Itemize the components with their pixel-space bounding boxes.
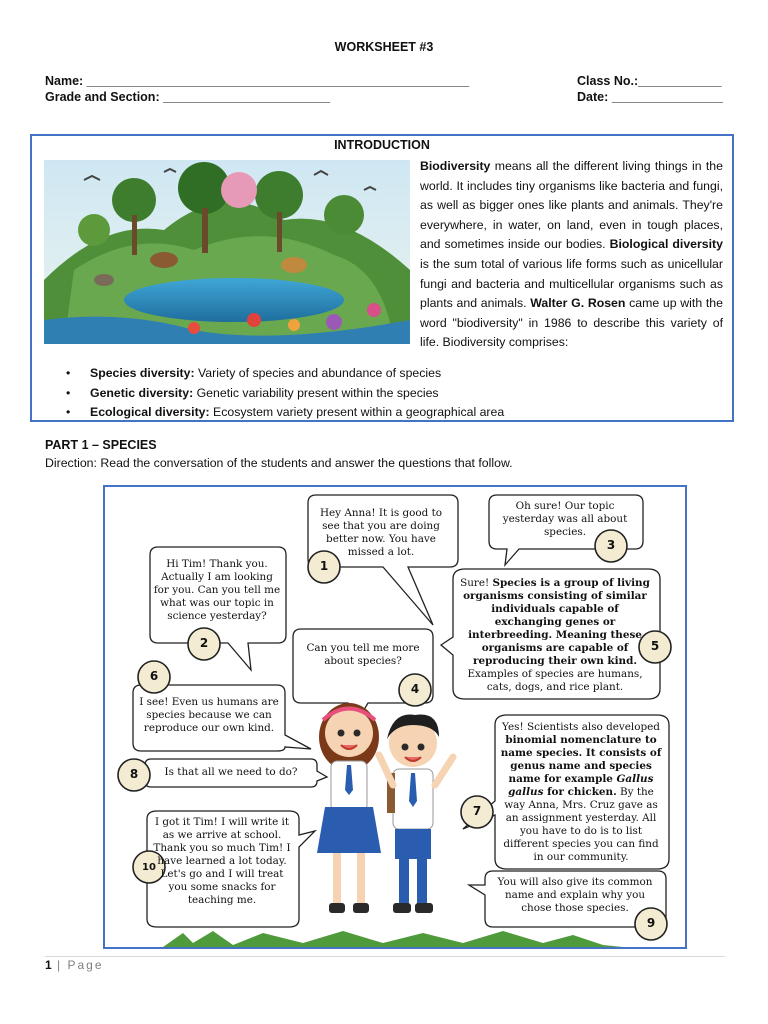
girl-character bbox=[317, 703, 381, 913]
boy-character bbox=[379, 714, 453, 913]
bubble-8-text: Is that all we need to do? bbox=[164, 766, 298, 778]
bubble-9-number: 9 bbox=[646, 916, 656, 930]
list-item: • Genetic diversity: Genetic variability present within the species bbox=[66, 385, 439, 400]
introduction-heading: INTRODUCTION bbox=[334, 138, 430, 152]
term-walter-rosen: Walter G. Rosen bbox=[530, 296, 626, 311]
term-biodiversity: Biodiversity bbox=[420, 159, 491, 173]
bubble-5-text: Sure! Species is a group of living organisms consisting of similar individuals capable of exchanging genes or interbreeding. Meaning these organisms are capable of reproducing their own kind. Examples of species are humans, cats, dogs, and rice plant. bbox=[460, 577, 650, 693]
page-footer: 1 | Page bbox=[45, 958, 104, 972]
term-biological-diversity: Biological diversity bbox=[609, 237, 723, 252]
bubble-2-number: 2 bbox=[199, 636, 209, 650]
grass-strip bbox=[163, 931, 623, 947]
bubble-10-number: 10 bbox=[142, 862, 156, 873]
list-item: • Ecological diversity: Ecosystem variety present within a geographical area bbox=[66, 405, 505, 419]
bubble-7-text: Yes! Scientists also developed binomial nomenclature to name species. It consists of genus name and species name for example Gallus gallus for chicken. By the way Anna, Mrs. Cruz gave as an assignment yesterday. All you have to do is to list different species you can find in our community. bbox=[500, 721, 662, 863]
bubble-10-text: I got it Tim! I will write it as we arrive at school. Thank you so much Tim! I have learned a lot today. Let's go and I will treat you some snacks for teaching me. bbox=[153, 816, 291, 906]
grade-section-field[interactable]: Grade and Section: ________________________ bbox=[45, 90, 330, 104]
list-item: • Species diversity: Variety of species and abundance of species bbox=[66, 366, 442, 380]
bubble-3-number: 3 bbox=[606, 538, 616, 552]
bubble-3-text: Oh sure! Our topic yesterday was all about species. bbox=[502, 500, 628, 538]
bubble-9-text: You will also give its common name and explain why you chose those species. bbox=[497, 876, 653, 914]
bubble-4-number: 4 bbox=[410, 682, 420, 696]
bubble-1-text: Hey Anna! It is good to see that you are doing better now. You have missed a lot. bbox=[319, 507, 443, 558]
part1-direction: Direction: Read the conversation of the students and answer the questions that follow. bbox=[45, 456, 513, 470]
bubble-8-number: 8 bbox=[129, 767, 139, 781]
bubble-4-text: Can you tell me more about species? bbox=[306, 642, 420, 667]
part1-heading: PART 1 – SPECIES bbox=[45, 438, 157, 452]
bubble-1-number: 1 bbox=[319, 559, 329, 573]
bubble-6-text: I see! Even us humans are species because we can reproduce our own kind. bbox=[139, 696, 279, 734]
biodiversity-illustration bbox=[44, 160, 410, 344]
worksheet-title: WORKSHEET #3 bbox=[334, 40, 434, 54]
footer-divider bbox=[45, 956, 725, 957]
diversity-list bbox=[66, 364, 504, 423]
bubble-2-text: Hi Tim! Thank you. Actually I am looking for you. Can you tell me what was our topic in science yesterday? bbox=[153, 558, 281, 622]
class-no-field[interactable]: Class No.:____________ bbox=[577, 74, 722, 88]
bubble-5-number: 5 bbox=[650, 639, 660, 653]
bubble-7-number: 7 bbox=[472, 804, 482, 818]
name-field[interactable]: Name: _______________________________________________________ bbox=[45, 74, 470, 88]
introduction-paragraph: Biodiversity means all the different living things in the world. It includes tiny organisms like bacteria and fungi, as well as bigger ones like plants and animals. They're everywhere, in water, on land, even in tough places, and sometimes inside our bodies. Biological diversity is the sum total of various life forms such as unicellular fungi and bacteria and multicellular organisms such as plants and animals. Walter G. Rosen came up with the word "biodiversity" in 1986 to describe this variety of life. Biodiversity comprises: bbox=[420, 159, 723, 350]
bubble-6-number: 6 bbox=[149, 669, 159, 683]
date-field[interactable]: Date: ________________ bbox=[577, 90, 723, 104]
